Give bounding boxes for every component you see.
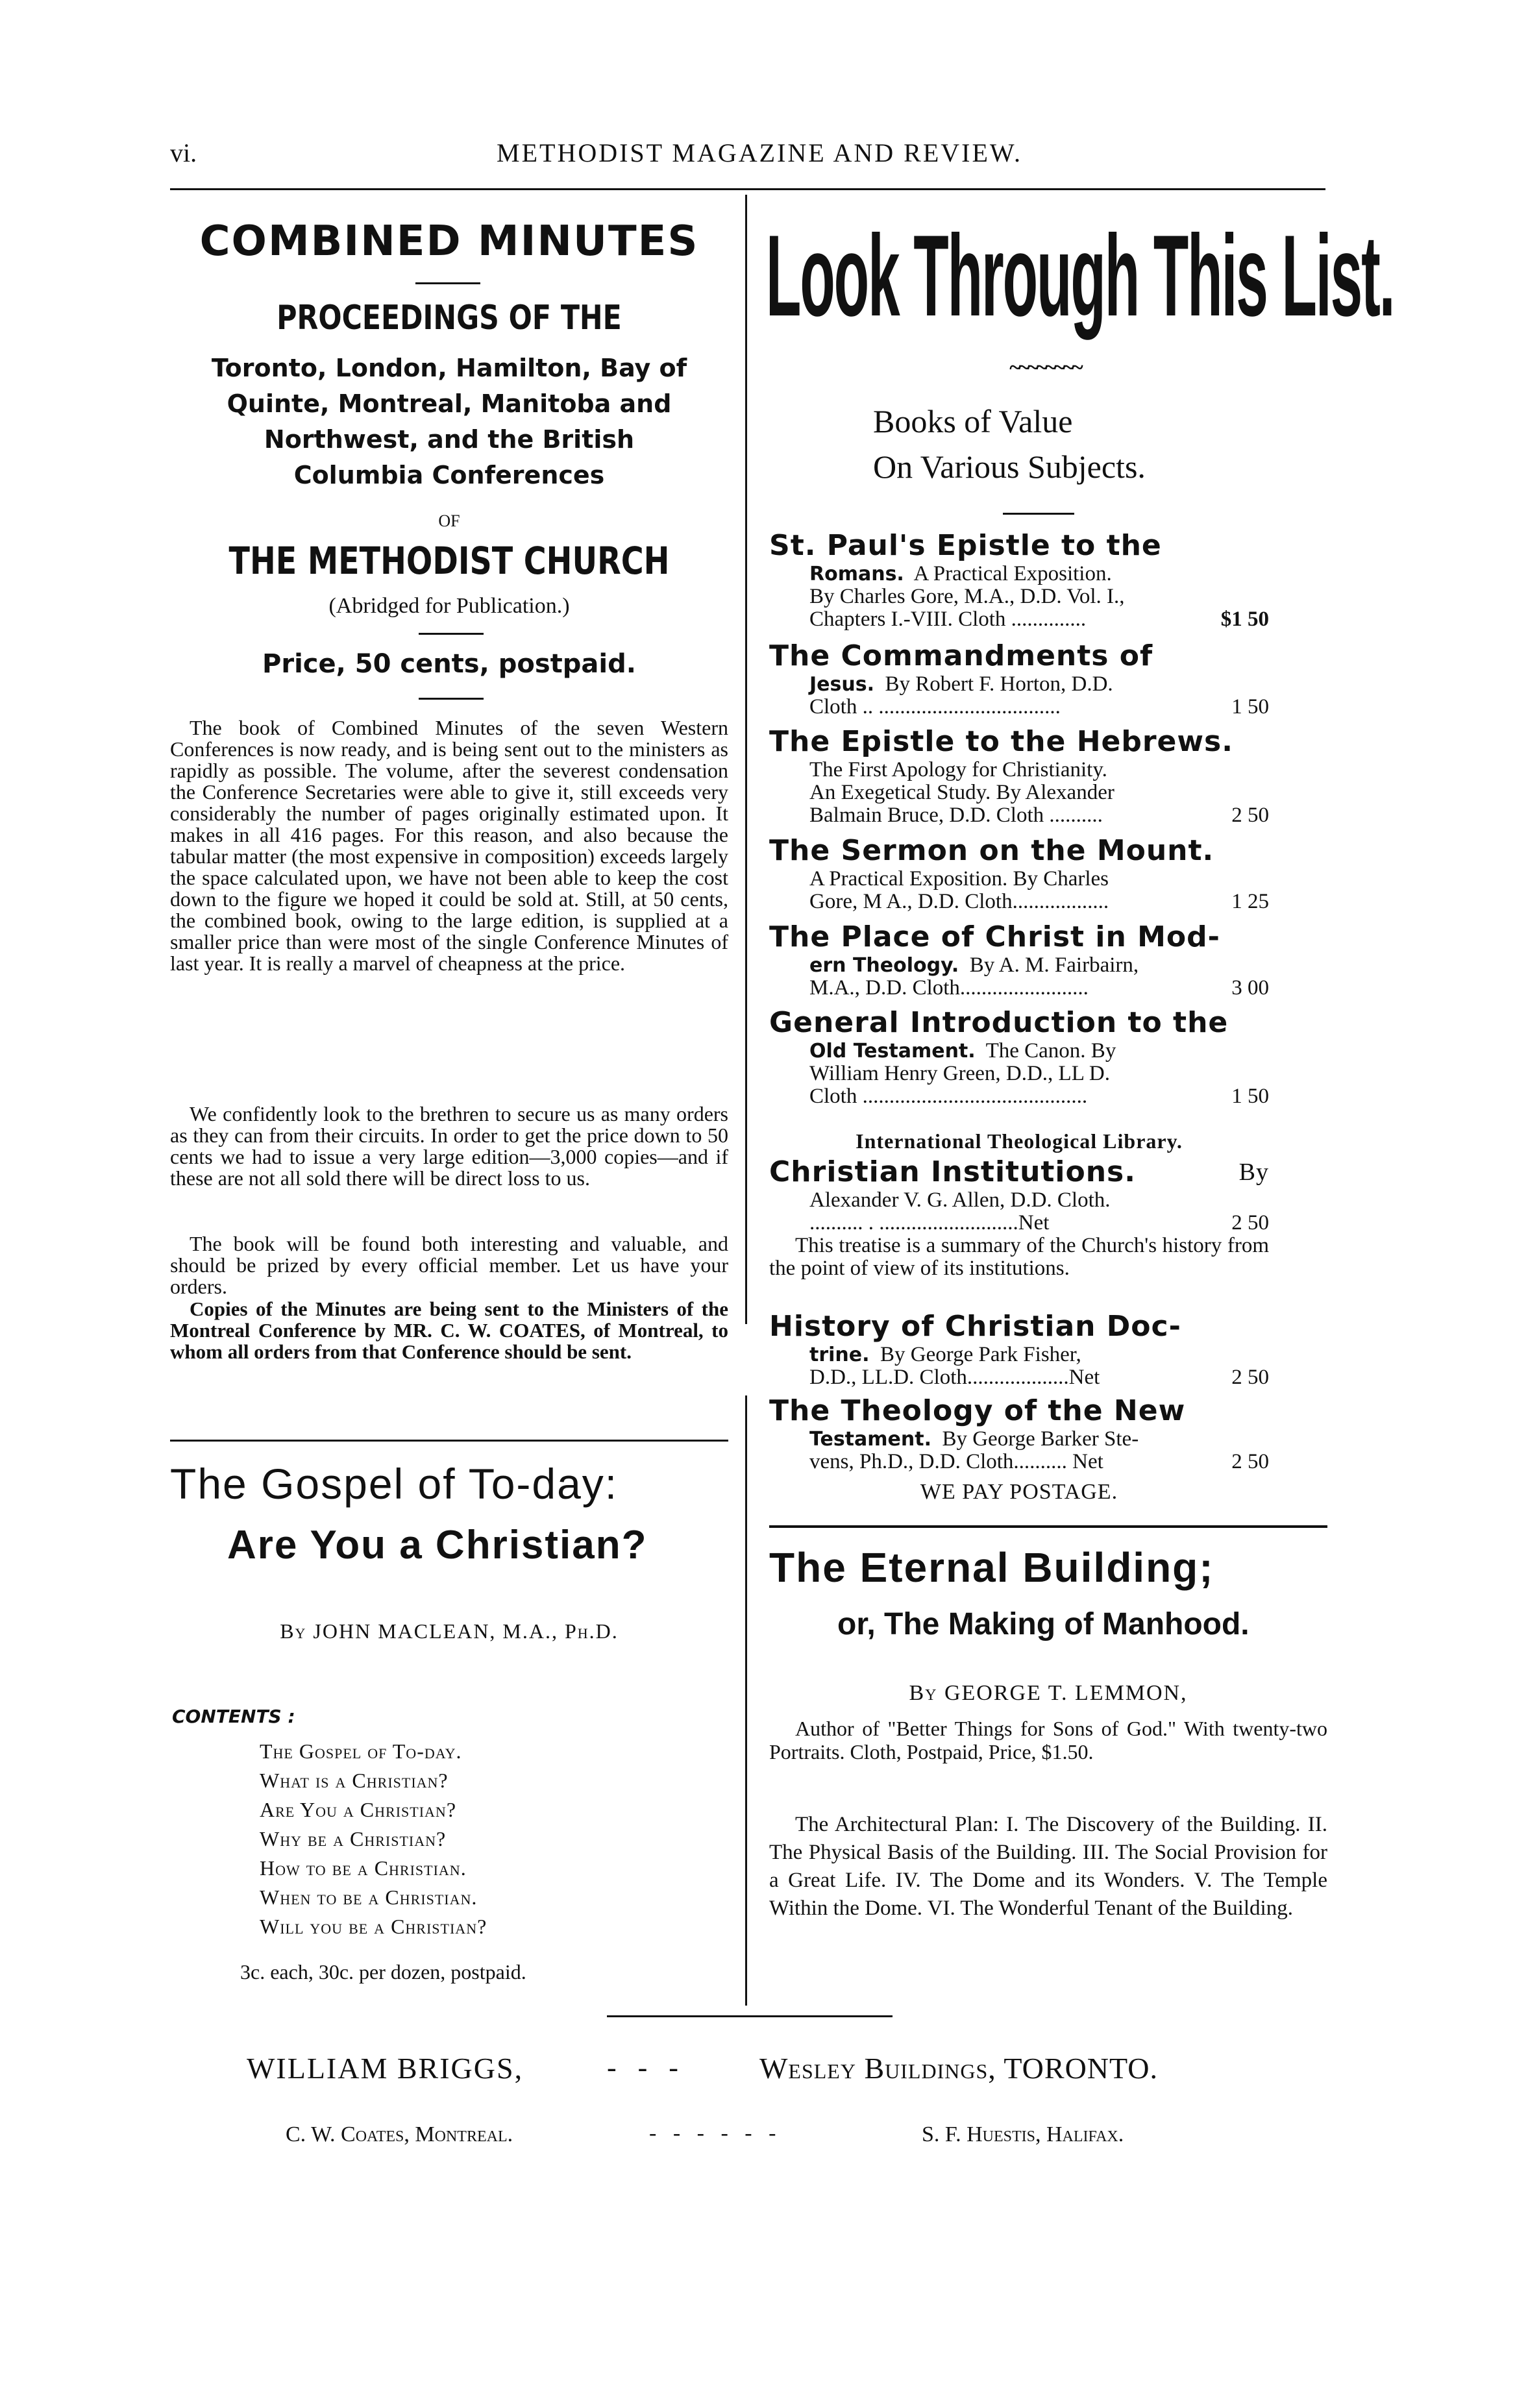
footer-rule [607, 2015, 893, 2017]
building-title: The Eternal Building; [769, 1544, 1214, 1591]
book-line-text: M.A., D.D. Cloth........................ [809, 976, 1089, 1000]
book-line: Alexander V. G. Allen, D.D. Cloth. [809, 1188, 1111, 1212]
book-desc: By Robert F. Horton, D.D. [885, 672, 1113, 696]
book-subtitle: Old Testament. [809, 1040, 976, 1063]
minutes-price: Price, 50 cents, postpaid. [262, 649, 636, 679]
gospel-title-1: The Gospel of To-day: [170, 1460, 619, 1508]
list-headline: Look Through This List. [766, 211, 1394, 340]
footer-address: Wesley Buildings, TORONTO. [759, 2052, 1159, 2085]
contents-item: The Gospel of To-day. [260, 1739, 462, 1763]
institutions-title: Christian Institutions. [769, 1155, 1136, 1188]
book-line [769, 891, 1269, 913]
footer-montreal-text: C. W. Coates, Montreal. [286, 2122, 513, 2146]
book-entry [769, 1006, 1269, 1108]
book-price: 2 50 [1231, 1450, 1269, 1473]
conferences-line-3: Northwest, and the British [264, 425, 635, 454]
right-section-rule [769, 1525, 1327, 1528]
building-description: Author of "Better Things for Sons of God." With twenty-two Portraits. Cloth, Postpaid, Price, $1.50. [769, 1717, 1327, 1763]
list-tagline-rule [1003, 513, 1074, 515]
gospel-author: By JOHN MACLEAN, M.A., Ph.D. [280, 1619, 619, 1643]
book-entry [769, 725, 1269, 827]
book-line [769, 977, 1269, 1000]
postage-note: WE PAY POSTAGE. [920, 1480, 1118, 1504]
book-line [769, 1366, 1269, 1389]
book-line [769, 1428, 1269, 1451]
book-price: $1 50 [1220, 608, 1269, 631]
book-line-text: Cloth .. .................................. [809, 695, 1061, 719]
book-line [769, 1040, 1269, 1063]
book-line-text: Chapters I.-VIII. Cloth .............. [809, 608, 1087, 631]
list-tagline-1: Books of Value [873, 403, 1073, 439]
book-subtitle: trine. [809, 1344, 870, 1366]
list-ornament: ~~~~~~~~ [1009, 356, 1081, 380]
book-entry [769, 920, 1269, 1000]
contents-item: How to be a Christian. [260, 1856, 467, 1880]
book-desc: By George Park Fisher, [880, 1343, 1081, 1366]
institutions-note: This treatise is a summary of the Church's history from the point of view of its institutions. [769, 1234, 1269, 1280]
book-subtitle: Testament. [809, 1428, 931, 1451]
building-chapters: The Architectural Plan: I. The Discovery of the Building. II. The Physical Basis of the Building. III. The Social Provision for a Great Life. IV. The Dome and its Wonders. V. The Temple Within the Dome. VI. The Wonderful Tenant of the Building. [769, 1813, 1327, 1920]
book-line [769, 1344, 1269, 1366]
book-title: The Commandments of [769, 639, 1153, 672]
book-line [769, 1212, 1269, 1235]
footer-dashes: - - - - - - [649, 2121, 776, 2145]
book-line-text: .......... . ..........................Net [809, 1211, 1050, 1235]
book-subtitle: Romans. [809, 563, 904, 585]
book-entry [769, 639, 1269, 719]
book-desc: The Canon. By [985, 1039, 1116, 1063]
footer-halifax: S. F. Huestis, Halifax. [922, 2122, 1124, 2146]
book-price: 2 50 [1231, 1366, 1269, 1389]
book-desc: A Practical Exposition. [913, 562, 1112, 585]
institutions-by: By [1238, 1159, 1269, 1186]
book-entry [769, 834, 1269, 913]
building-subtitle: or, The Making of Manhood. [837, 1607, 1250, 1641]
gospel-title-2: Are You a Christian? [227, 1523, 648, 1567]
book-entry [769, 529, 1269, 631]
book-price: 3 00 [1231, 976, 1269, 1000]
book-line: The First Apology for Christianity. [809, 758, 1107, 781]
minutes-price-rule [419, 633, 484, 635]
book-line-text: Balmain Bruce, D.D. Cloth .......... [809, 804, 1103, 827]
minutes-body: The book of Combined Minutes of the seven Western Conferences is now ready, and is being sent out to the ministers as rapidly as possible. The volume, after the severest condensation the Conference Secretaries were able to give it, still exceeds very considerably the number of pages originally estimated upon. It makes in all 416 pages. For this reason, and also because the tabular matter (the most expensive in composition) exceeds largely the space calculated upon, we have not been able to keep the cost down to the figure we hoped it could be sold at. Still, at 50 cents, the combined book, owing to the large edition, is supplied at a smaller price than were most of the single Conference Minutes of last year. It is really a marvel of cheapness at the price. [170, 716, 728, 975]
book-title: History of Christian Doc- [769, 1310, 1181, 1343]
column-divider-bottom [745, 1395, 747, 2006]
conferences-line-1: Toronto, London, Hamilton, Bay of [211, 354, 687, 382]
book-title: The Sermon on the Mount. [769, 834, 1214, 867]
minutes-subtitle: PROCEEDINGS OF THE [277, 299, 622, 338]
minutes-body-3: The book will be found both interesting and valuable, and should be prized by every official member. Let us have your orders. [170, 1232, 728, 1298]
contents-item: Are You a Christian? [260, 1798, 457, 1821]
minutes-title-rule [415, 282, 480, 284]
book-price: 2 50 [1231, 804, 1269, 827]
conferences-line-4: Columbia Conferences [293, 461, 605, 489]
book-desc: By George Barker Ste- [942, 1427, 1139, 1451]
minutes-notice: Copies of the Minutes are being sent to the Ministers of the Montreal Conference by MR. C. W. COATES, of Montreal, to whom all orders from that Conference should be sent. [170, 1297, 728, 1363]
church-name: THE METHODIST CHURCH [228, 539, 670, 583]
book-price: 1 25 [1231, 890, 1269, 913]
column-divider-top [745, 195, 747, 1324]
contents-item: When to be a Christian. [260, 1886, 478, 1909]
header-rule [170, 188, 1325, 190]
book-desc: By A. M. Fairbairn, [969, 953, 1139, 977]
running-title: METHODIST MAGAZINE AND REVIEW. [497, 138, 1022, 167]
minutes-title: COMBINED MINUTES [199, 217, 699, 265]
minutes-of: OF [438, 511, 460, 530]
book-title: The Theology of the New [769, 1394, 1186, 1427]
footer-publisher: WILLIAM BRIGGS, [247, 2052, 524, 2085]
book-entry [769, 1155, 1269, 1280]
book-line: An Exegetical Study. By Alexander [809, 781, 1115, 804]
book-line-text: Gore, M A., D.D. Cloth.................. [809, 890, 1109, 913]
gospel-price: 3c. each, 30c. per dozen, postpaid. [240, 1960, 526, 1984]
book-line: A Practical Exposition. By Charles [809, 867, 1109, 891]
book-line-text: Cloth .......................................... [809, 1085, 1088, 1108]
page-number: vi. [170, 138, 197, 167]
gospel-contents-label: CONTENTS : [172, 1706, 295, 1727]
contents-item: What is a Christian? [260, 1769, 449, 1792]
book-line [769, 673, 1269, 696]
minutes-body-2: We confidently look to the brethren to secure us as many orders as they can from their circuits. In order to get the price down to 50 cents we had to issue a very large edition—3,000 copies—and if these are not all sold there will be direct loss to us. [170, 1102, 728, 1190]
book-line-text: D.D., LL.D. Cloth...................Net [809, 1366, 1100, 1389]
book-line [769, 804, 1269, 827]
book-title: General Introduction to the [769, 1006, 1229, 1039]
book-line: By Charles Gore, M.A., D.D. Vol. I., [809, 585, 1125, 608]
book-price: 1 50 [1231, 695, 1269, 719]
list-tagline-2: On Various Subjects. [873, 448, 1146, 485]
book-entry [769, 1310, 1269, 1389]
footer-dashes: - - - [607, 2052, 678, 2083]
book-line [769, 696, 1269, 719]
book-line: William Henry Green, D.D., LL D. [809, 1062, 1110, 1085]
book-price: 2 50 [1231, 1211, 1269, 1235]
minutes-abridged: (Abridged for Publication.) [328, 594, 570, 618]
conferences-line-2: Quinte, Montreal, Manitoba and [227, 389, 672, 418]
book-title [769, 1155, 1269, 1189]
book-line [769, 608, 1269, 631]
book-title: St. Paul's Epistle to the [769, 529, 1162, 562]
book-line-text: vens, Ph.D., D.D. Cloth.......... Net [809, 1450, 1103, 1473]
book-line [769, 563, 1269, 585]
book-price: 1 50 [1231, 1085, 1269, 1108]
book-subtitle: ern Theology. [809, 954, 959, 977]
book-line [769, 1085, 1269, 1108]
contents-item: Will you be a Christian? [260, 1915, 487, 1938]
building-author: By GEORGE T. LEMMON, [909, 1681, 1188, 1705]
book-title: The Place of Christ in Mod- [769, 920, 1220, 953]
book-subtitle: Jesus. [809, 673, 874, 696]
footer-montreal [286, 2122, 513, 2147]
book-line [769, 1451, 1269, 1473]
contents-item: Why be a Christian? [260, 1827, 447, 1850]
book-line [769, 954, 1269, 977]
library-label: International Theological Library. [856, 1129, 1183, 1153]
book-entry [769, 1394, 1269, 1473]
left-section-rule [170, 1440, 728, 1442]
minutes-body-rule [419, 698, 484, 700]
book-title: The Epistle to the Hebrews. [769, 725, 1233, 758]
